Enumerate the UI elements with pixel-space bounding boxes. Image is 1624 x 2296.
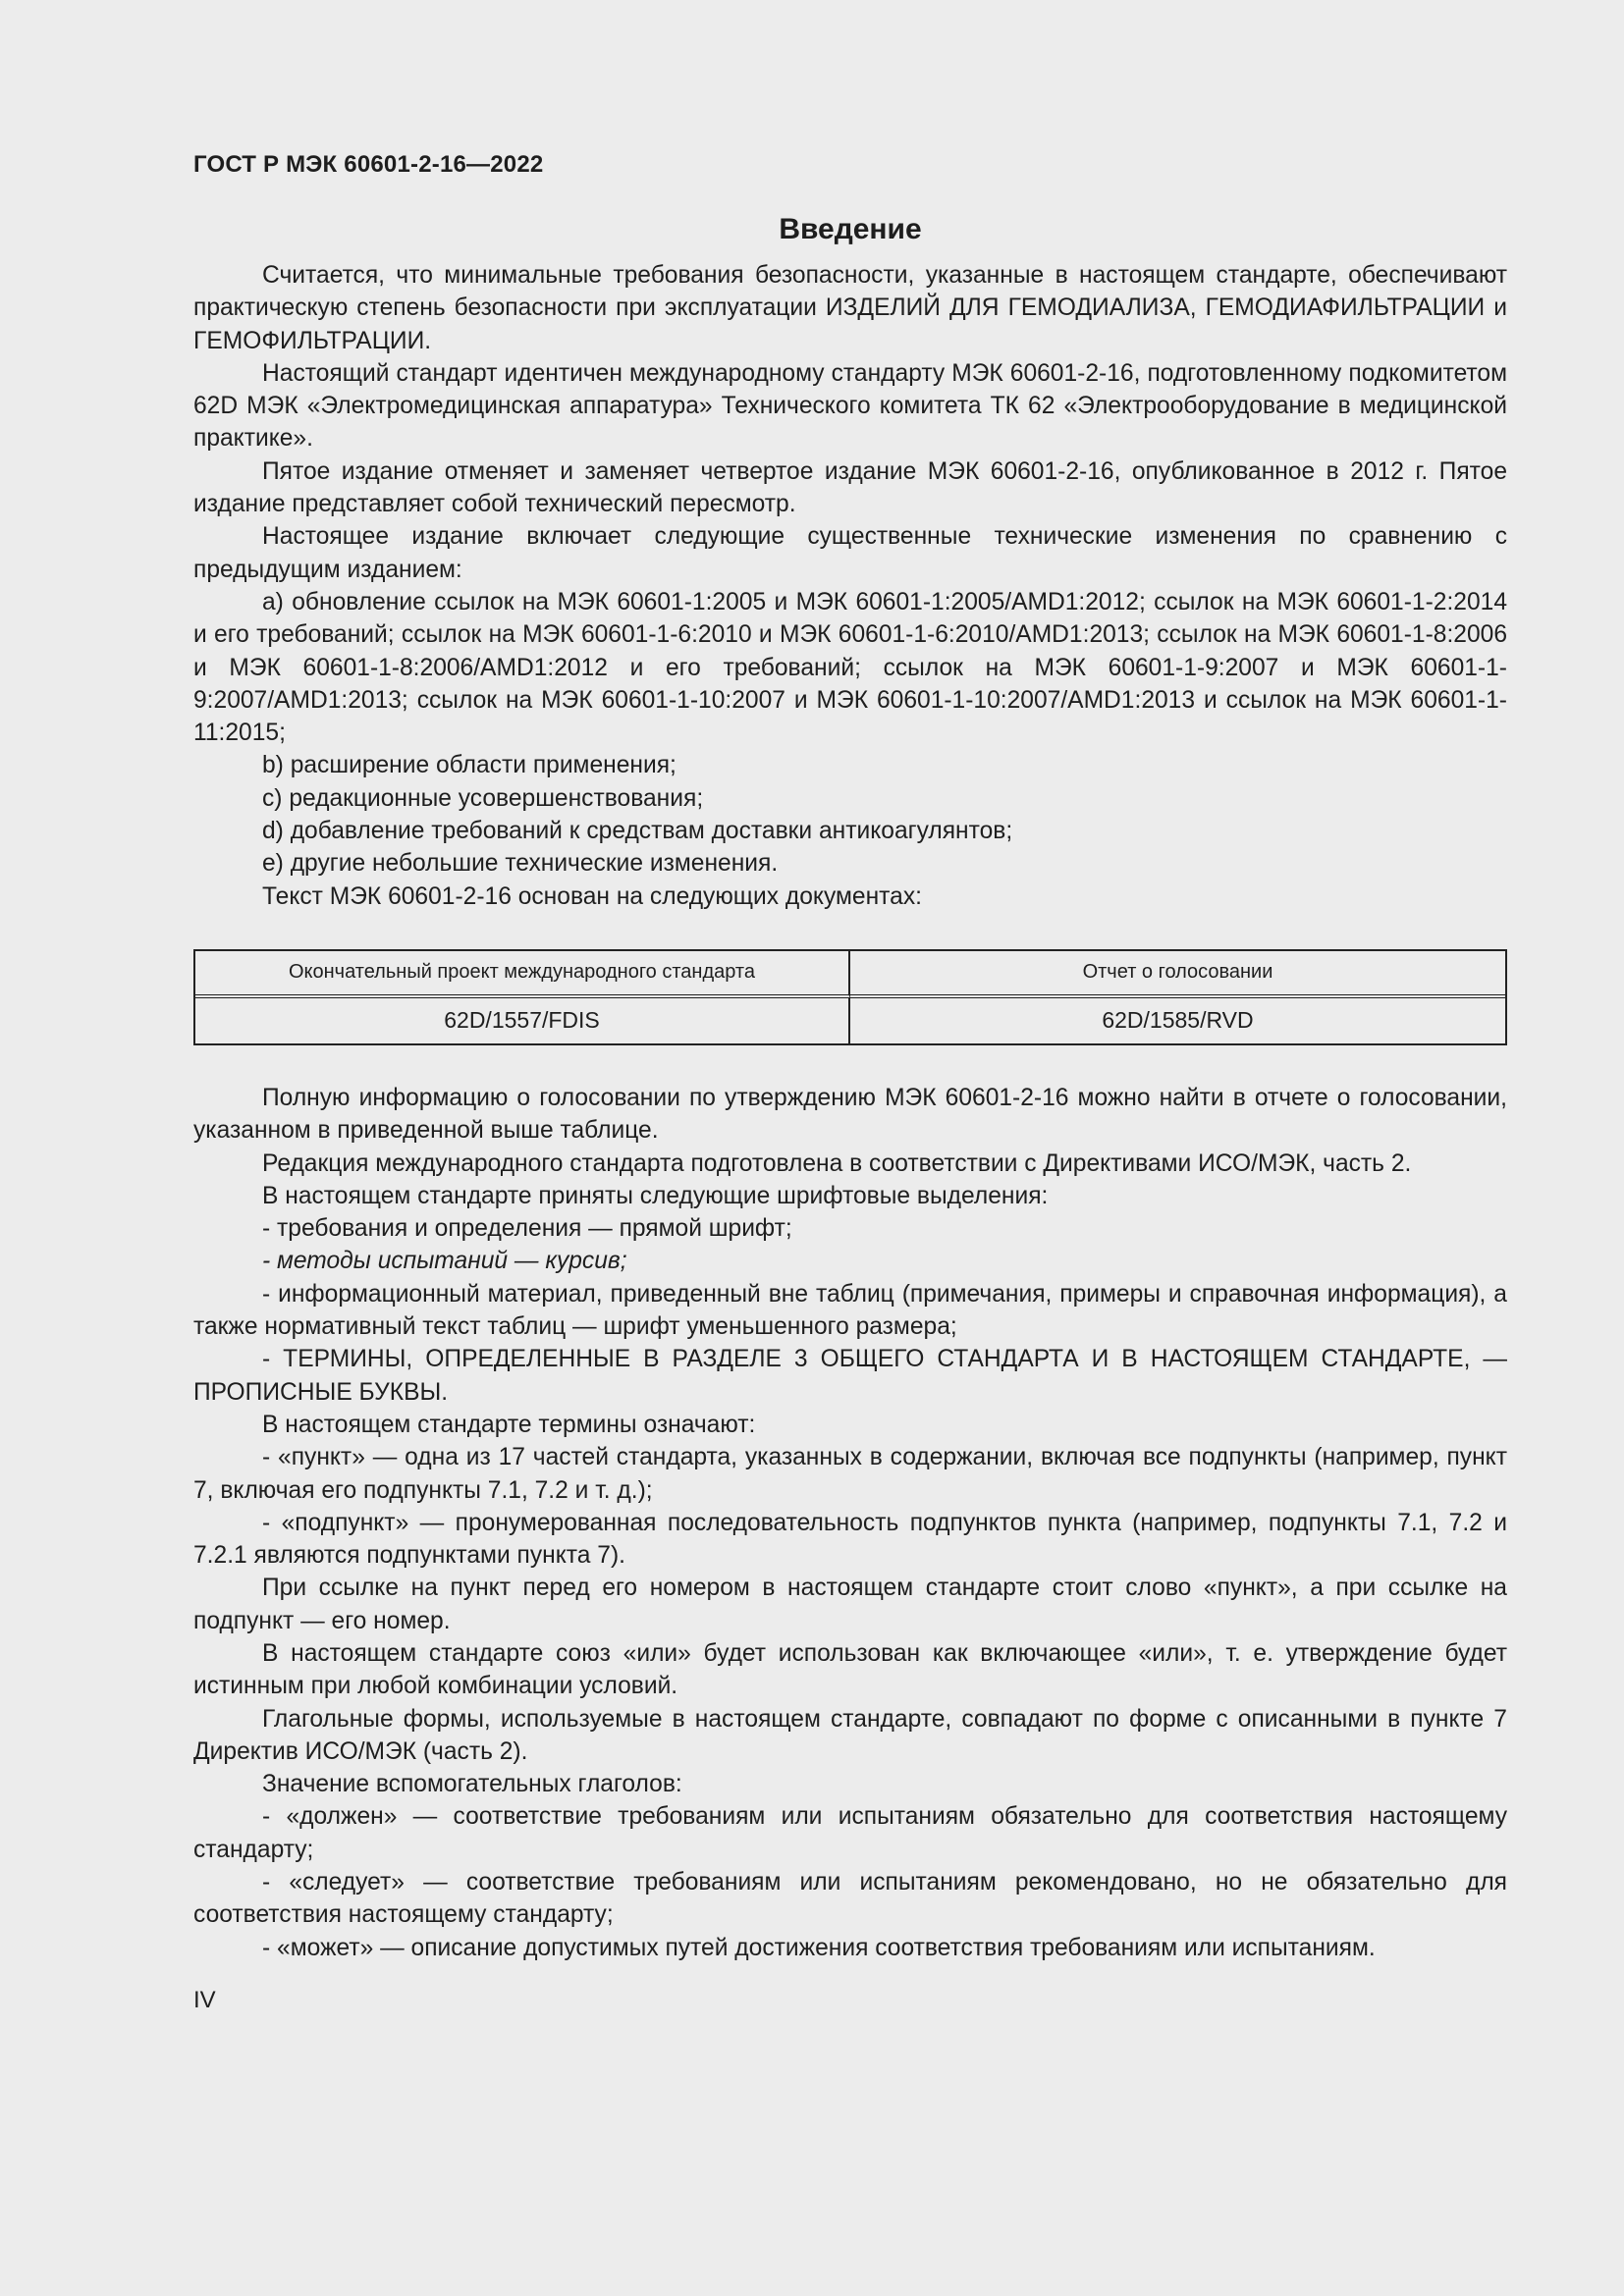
table-cell: 62D/1585/RVD [1102,1007,1254,1034]
paragraph: Полную информацию о голосовании по утверждению МЭК 60601-2-16 можно найти в отчете о голосовании, указанном в приведенной выше таблице. [193,1084,1507,1145]
list-item: - ТЕРМИНЫ, ОПРЕДЕЛЕННЫЕ В РАЗДЕЛЕ 3 ОБЩЕГО СТАНДАРТА И В НАСТОЯЩЕМ СТАНДАРТЕ, — ПРОПИСНЫЕ БУКВЫ. [193,1346,1507,1406]
list-item: a) обновление ссылок на МЭК 60601-1:2005 и МЭК 60601-1:2005/AMD1:2012; ссылок на МЭК 60601-1-2:2014 и его требований; ссылок на МЭК 60601-1-6:2010 и МЭК 60601-1-6:2010/AMD1:2013; ссылок на МЭК 60601-1-8:2006 и МЭК 60601-1-8:2006/AMD1:2012 и его требований; ссылок на МЭК 60601-1-9:2007 и МЭК 60601-1-9:2007/AMD1:2013; ссылок на МЭК 60601-1-10:2007 и МЭК 60601-1-10:2007/AMD1:2013 и ссылок на МЭК 60601-1-11:2015; [193,588,1507,747]
list-item: - «подпункт» — пронумерованная последовательность подпунктов пункта (например, подпункты 7.1, 7.2 и 7.2.1 являются подпунктами пункта 7). [193,1509,1507,1570]
document-page [193,147,1507,2015]
paragraph: Глагольные формы, используемые в настоящем стандарте, совпадают по форме с описанными в пункте 7 Директив ИСО/МЭК (часть 2). [193,1705,1507,1765]
paragraph: Настоящий стандарт идентичен международному стандарту МЭК 60601-2-16, подготовленному подкомитетом 62D МЭК «Электромедицинская аппаратура» Технического комитета ТК 62 «Электрооборудование в медицинской практике». [193,359,1507,453]
paragraph: В настоящем стандарте союз «или» будет использован как включающее «или», т. е. утверждение будет истинным при любой комбинации условий. [193,1639,1507,1700]
document-id-header: ГОСТ Р МЭК 60601-2-16—2022 [193,151,544,178]
list-item: - требования и определения — прямой шрифт; [262,1215,792,1243]
list-item: c) редакционные усовершенствования; [262,784,704,812]
list-item: e) другие небольшие технические изменения. [262,850,779,878]
list-item: d) добавление требований к средствам доставки антикоагулянтов; [262,818,1013,845]
page-number: IV [193,1986,216,2013]
list-item: b) расширение области применения; [262,752,677,779]
list-item: - «пункт» — одна из 17 частей стандарта, указанных в содержании, включая все подпункты (например, пункт 7, включая его подпункты 7.1, 7.2 и т. д.); [193,1444,1507,1504]
paragraph: Значение вспомогательных глаголов: [262,1771,682,1798]
list-item-italic: - методы испытаний — курсив; [262,1248,627,1275]
list-item: - «может» — описание допустимых путей достижения соответствия требованиям или испытаниям. [262,1934,1376,1961]
paragraph: Пятое издание отменяет и заменяет четвертое издание МЭК 60601-2-16, опубликованное в 2012 г. Пятое издание представляет собой технический пересмотр. [193,457,1507,518]
section-title: Введение [779,213,922,245]
table-header-row [195,951,1505,998]
paragraph: В настоящем стандарте термины означают: [262,1411,756,1438]
list-item: - «следует» — соответствие требованиям или испытаниям рекомендовано, но не обязательно для соответствия настоящему стандарту; [193,1869,1507,1929]
list-item: - информационный материал, приведенный вне таблиц (примечания, примеры и справочная информация), а также нормативный текст таблиц — шрифт уменьшенного размера; [193,1280,1507,1341]
table-header-cell: Окончательный проект международного стандарта [195,951,850,998]
paragraph: Считается, что минимальные требования безопасности, указанные в настоящем стандарте, обеспечивают практическую степень безопасности при эксплуатации ИЗДЕЛИЙ ДЛЯ ГЕМОДИАЛИЗА, ГЕМОДИАФИЛЬТРАЦИИ и ГЕМОФИЛЬТРАЦИИ. [193,262,1507,354]
paragraph: В настоящем стандарте приняты следующие шрифтовые выделения: [262,1182,1049,1209]
table-row [195,998,1505,1043]
paragraph: Настоящее издание включает следующие существенные технические изменения по сравнению с предыдущим изданием: [193,523,1507,583]
table-header-cell: Отчет о голосовании [850,951,1505,998]
conventions-paragraphs [193,1082,1507,1964]
paragraph: Редакция международного стандарта подготовлена в соответствии с Директивами ИСО/МЭК, часть 2. [262,1149,1412,1177]
intro-paragraphs [193,259,1507,913]
table-cell: 62D/1557/FDIS [195,998,850,1043]
paragraph: При ссылке на пункт перед его номером в настоящем стандарте стоит слово «пункт», а при ссылке на подпункт — его номер. [193,1575,1507,1634]
paragraph: Текст МЭК 60601-2-16 основан на следующих документах: [262,882,922,910]
documents-table [193,949,1507,1045]
list-item: - «должен» — соответствие требованиям или испытаниям обязательно для соответствия настоящему стандарту; [193,1803,1507,1863]
